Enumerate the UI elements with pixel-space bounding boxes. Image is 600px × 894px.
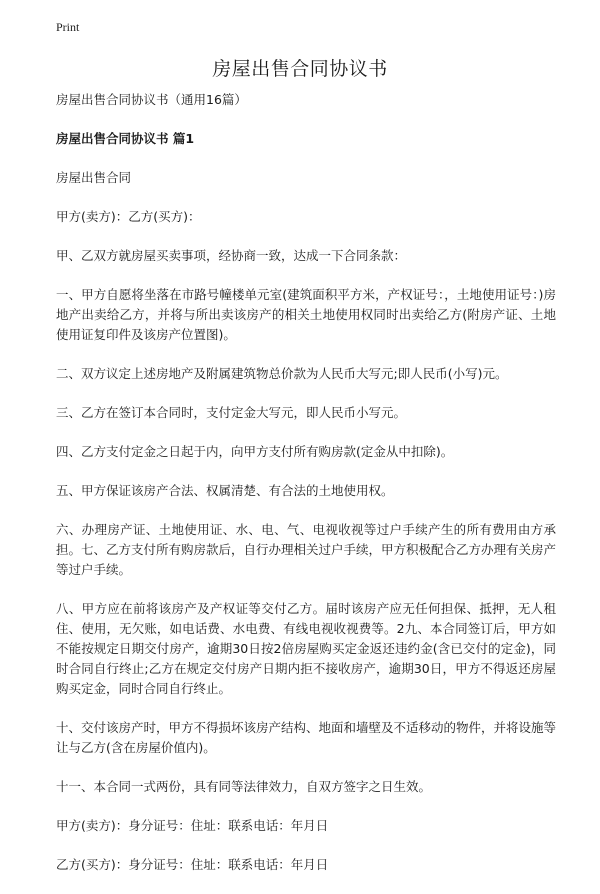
buyer-signature-line: 乙方(买方)：身分证号：住址：联系电话：年月日 (56, 857, 329, 872)
document-subtitle: 房屋出售合同协议书（通用16篇） (56, 92, 247, 107)
clause-4: 四、乙方支付定金之日起于内，向甲方支付所有购房款(定金从中扣除)。 (56, 444, 454, 459)
parties-line: 甲方(卖方)：乙方(买方)： (56, 209, 201, 224)
clause-11: 十一、本合同一式两份，具有同等法律效力，自双方签字之日生效。 (56, 779, 432, 794)
print-link[interactable]: Print (56, 20, 80, 34)
clause-2: 二、双方议定上述房地产及附属建筑物总价款为人民币大写元;即人民币(小写)元。 (56, 366, 508, 381)
document-title: 房屋出售合同协议书 (212, 58, 388, 80)
clause-5: 五、甲方保证该房产合法、权属清楚、有合法的土地使用权。 (56, 483, 394, 498)
clause-3: 三、乙方在签订本合同时，支付定金大写元，即人民币小写元。 (56, 405, 407, 420)
clause-8-9: 八、甲方应在前将该房产及产权证等交付乙方。届时该房产应无任何担保、抵押，无人租住、使用，无欠账，如电话费、水电费、有线电视收视费等。2九、本合同签订后，甲方如不能按规定日期交付房产，逾期30日按2倍房屋购买定金返还违约金(含已交付的定金)，同时合同自行终止;乙方在规定交付房产日期内拒不接收房产，逾期30日，甲方不得返还房屋购买定金，同时合同自行终止。 (56, 601, 556, 696)
agreement-intro: 甲、乙双方就房屋买卖事项，经协商一致，达成一下合同条款： (56, 248, 407, 263)
clause-1: 一、甲方自愿将坐落在市路号幢楼单元室(建筑面积平方米，产权证号：，土地使用证号：)房地产出卖给乙方，并将与所出卖该房产的相关土地使用权同时出卖给乙方(附房产证、土地使用证复印件及该房产位置图)。 (56, 287, 556, 342)
section-heading: 房屋出售合同协议书 篇1 (56, 131, 195, 146)
contract-name: 房屋出售合同 (56, 170, 132, 185)
clause-6-7: 六、办理房产证、土地使用证、水、电、气、电视收视等过户手续产生的所有费用由方承担。七、乙方支付所有购房款后，自行办理相关过户手续，甲方积极配合乙方办理有关房产等过户手续。 (56, 522, 557, 577)
document-body (56, 90, 556, 894)
seller-signature-line: 甲方(卖方)：身分证号：住址：联系电话：年月日 (56, 818, 329, 833)
clause-10: 十、交付该房产时，甲方不得损坏该房产结构、地面和墙壁及不适移动的物件，并将设施等让与乙方(含在房屋价值内)。 (56, 720, 557, 755)
